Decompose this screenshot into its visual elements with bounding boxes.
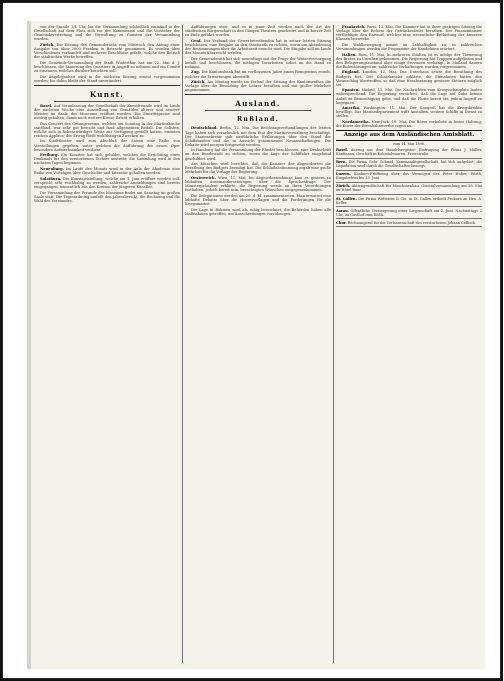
ads-subtitle: vom 14. Mai 1898.: [392, 142, 426, 147]
article-text: Wien, 11. Mai. Im Abgeordnetenhause kam es gestern zu lebhaften Auseinandersetzungen über die Sprachenfrage. Der Ministerpräsident erklärte, die Regierung werde an ihren Verordnungen festhalten, jedoch bereit sein, berechtigten Wünschen entgegenzukommen.: [185, 175, 331, 193]
article-lead: Italien.: [342, 52, 357, 57]
article-lead: Spanien.: [342, 88, 360, 93]
ad-separator: [336, 206, 482, 207]
article-lead: Basel.: [40, 103, 53, 108]
article-paragraph: [34, 191, 180, 203]
article-lead: Zürich.: [40, 42, 55, 47]
article-paragraph: [336, 53, 482, 69]
article-text: London, 12. Mai. Das Unterhaus setzte die Berathung des Budgets fort. Der Schatzkanzler erklärte, die Einnahmen hätten den Voranschlag übertroffen, so daß eine Herabsetzung gewisser Steuern möglich sei.: [336, 70, 482, 87]
scanned-newspaper-page: [3, 3, 500, 678]
article-text: Rom, 11. Mai. In mehreren Städten ist es infolge der Theuerung des Brotes zu Unruhen gekommen. Die Regierung hat Truppen aufgeboten und den Belagerungszustand über einige Provinzen verhängt. In Mailand dauern die Ruhestörungen an; zahlreiche Verhaftungen wurden vorgenommen.: [336, 52, 482, 69]
article-paragraph: [336, 25, 482, 41]
section-rule: [205, 110, 311, 111]
article-paragraph: [34, 75, 180, 83]
article-paragraph: [34, 104, 180, 120]
article-text: von der Stunde 1/4 Uhr, bis die Versammlung schließlich einmünd in der Gesellschaft auf dem Platz sich vor der Kommission und die Vorsteher der Gemeindevertretung und die Verwaltung zu Gunsten der Versammlung wurden.: [34, 25, 180, 42]
column-rule: [333, 25, 334, 663]
article-text: Das Concert des Gesangvereins, welches am Sonntag in der Martinskirche stattfand, war sehr gut besucht und fand allgemeinen Beifall. Die Solisten, welche sich in liebenswürdiger Weise zur Verfügung gestellt hatten, ernteten reichen Applaus; der Ertrag fließt wohlthätigen Zwecken zu.: [34, 121, 180, 138]
ad-place: Luzern.: [336, 172, 351, 177]
ad-place: Aarau.: [336, 208, 349, 213]
article-text: Aus München wird berichtet, daß die Kammer der Abgeordneten die Berathung des Budgets beendigt hat. Die Schlußabstimmung ergab eine große Mehrheit für die Vorlage der Regierung.: [185, 162, 331, 175]
column-3: [336, 25, 482, 665]
article-text: Ein Komitee hat sich gebildet, welches die Errichtung eines Denkmals für den verstorbenen Dichter anstrebt; die Sammlung wird in den nächsten Tagen beginnen.: [34, 153, 180, 166]
article-lead: Freiburg.: [40, 153, 59, 158]
article-lead: Nordamerika.: [342, 119, 370, 124]
article-lead: Neuenburg.: [40, 167, 64, 172]
article-paragraph: [185, 39, 331, 55]
article-paragraph: [34, 167, 180, 175]
article-paragraph: [34, 177, 180, 189]
section-rule: [34, 85, 180, 86]
section-header: Kunst.: [89, 89, 125, 99]
section-header: Ausland.: [235, 99, 281, 109]
ad-separator: [336, 182, 482, 183]
article-lead: Genf.: [191, 38, 202, 43]
article-lead: Zug.: [191, 70, 201, 75]
article-paragraph: [185, 57, 331, 69]
ad-entry: [336, 221, 482, 225]
ad-text: Rechnungsruf für die Verlassenschaft des verstorbenen Johann Caflisch.: [347, 220, 477, 225]
ad-place: St. Gallen.: [336, 196, 357, 201]
article-paragraph: [185, 194, 331, 206]
ad-text: Konkurs-Eröffnung über das Vermögen des Peter Huber, Wirth; Eingabefrist bis 15. Juni.: [336, 172, 482, 181]
article-paragraph: [336, 106, 482, 118]
ad-entry: [336, 148, 482, 156]
article-paragraph: [185, 126, 331, 146]
article-text: Die Kantonsbank hat im verflossenen Jahre einen Reingewinn erzielt, welcher die Erwartungen übertrifft.: [185, 70, 331, 79]
article-paragraph: [185, 70, 331, 78]
ad-text: Die Firma Gebr. Schmid, Kommanditgesellschaft, hat sich aufgelöst; die Liquidation wird durch die Gesellschafter besorgt.: [336, 160, 482, 169]
article-paragraph: [34, 43, 180, 59]
ad-text: Auszug aus dem Handelsregister: Eintragung der Firma J. Müller, Kaufmann, Geschäft in Kolonialwaaren, Freiestraße.: [336, 148, 482, 157]
ad-text: Aktiengesellschaft für Maschinenbau: Generalversammlung am 28. Mai im Hôtel Baur.: [336, 184, 482, 193]
article-text: Die Gemeinde-Versammlung der Stadt Winterthur hat am 22. Mai d. J. beschlossen, die Sanierung des Quartiers in Angriff zu nehmen und ein Comité zu ernennen, welches darüber berichten soll.: [34, 60, 180, 73]
article-text: Die Lage in Böhmen wird als ruhig bezeichnet; die Behörden haben alle Maßnahmen getroffen, um Ausschreitungen vorzubeugen.: [185, 207, 331, 216]
article-paragraph: [336, 120, 482, 128]
subsection-header: Rußland.: [236, 116, 280, 124]
ad-entry: [336, 160, 482, 168]
article-paragraph: [34, 61, 180, 73]
binding-edge: [27, 21, 31, 669]
article-text: Aufführungen statt; und es in jener Zeit werden nach der Art der städtischen Bürgerschaft in den Gängen Theaters gearbeitet und in kurzer Zeit zu Ende geführt worden.: [185, 25, 331, 38]
article-text: Die Wahlbewegung nimmt an Lebhaftigkeit zu; in zahlreichen Versammlungen werden die Programme der Kandidaten erörtert.: [336, 42, 482, 51]
ad-text: Die Firma Wettstein & Cie. in St. Gallen ertheilt Prokura an Hrn. A. Keller.: [336, 196, 482, 205]
ad-place: Chur.: [336, 220, 347, 225]
ad-entry: [336, 197, 482, 205]
ad-entry: [336, 209, 482, 217]
ad-separator: [336, 194, 482, 195]
article-lead: Oesterreich.: [191, 175, 216, 180]
ad-entry: [336, 172, 482, 180]
column-2: [185, 25, 331, 665]
article-paragraph: [336, 43, 482, 51]
article-text: Im Stadttheater wird zum Abschluß der Saison eine Reihe von Vorstellungen gegeben, unter welchen die Aufführung der neuen Oper besondere Aufmerksamkeit verdient.: [34, 139, 180, 152]
ad-separator: [336, 226, 482, 227]
article-lead: Zürich.: [191, 80, 206, 85]
article-text: New-York, 10. Mai. Die Börse verkehrte in fester Haltung; die Kurse der Eisenbahnwerthe zogen an.: [336, 119, 482, 129]
article-paragraph: [336, 88, 482, 104]
article-paragraph: [185, 80, 331, 92]
article-text: Am Montag wurde im Verlauf der Sitzung des Kantonsrathes die Vorlage über die Besoldung der Lehrer berathen und mit großer Mehrheit angenommen.: [185, 80, 331, 93]
column-rule: [182, 25, 183, 663]
article-paragraph: [185, 148, 331, 160]
ad-place: Basel.: [336, 148, 348, 153]
article-text: Im Laufe des Monats wird in der Aula der Akademie eine Reihe von Vorträgen über Geschichte und Literatur gehalten werden.: [34, 167, 180, 176]
section-rule: [54, 101, 160, 102]
article-text: Die Delegationen werden am 20. d. M. zusammentreten. Man erwartet eine lebhafte Debatte über die Heeresvorlagen und die Forderungen für die Kriegsmarine.: [185, 193, 331, 206]
article-lead: Deutschland.: [191, 126, 218, 131]
section-rule: [185, 94, 331, 95]
article-text: In Hamburg hat die Versammlung der Rheder beschlossen, eine Denkschrift an den Bundesrath zu richten, worin die Lage der Schiffahrt eingehend geschildert wird.: [185, 148, 331, 161]
article-text: Der Verband der Gewerbetreibenden hat in seiner letzten Sitzung beschlossen, eine Eingabe an den Staatsrath zu richten, worin um Abänderung der Bestimmungen über die Arbeitszeit ersucht wird. Die Eingabe soll im Laufe des Monats überreicht werden.: [185, 38, 331, 56]
article-paragraph: [185, 162, 331, 174]
article-text: Die Sitzung des Gemeinderaths vom Mittwoch den Antrag einer Ausgabe von über 2000 Franken in Betracht genommen. Es wurden über Verschiedenes verhandelt und mehrere Beschlüsse gefaßt, welche den Betrieb der städtischen Werke betreffen.: [34, 42, 180, 60]
ad-text: Öffentliche Versteigerung einer Liegenschaft am 2. Juni, Nachmittags 2 Uhr, im Gasthof zum Rößli.: [336, 208, 482, 217]
article-text: Auf Veranlassung der Gesellschaft der Kunstfreunde wird im Laufe der nächsten Woche eine Ausstellung von Gemälden älterer und neuerer Meister im Saale des Museums eröffnet werden. Die Eintrittspreise sind niedrig gehalten, damit auch weitere Kreise Zutritt erhalten.: [34, 103, 180, 120]
article-paragraph: [34, 25, 180, 41]
article-text: Madrid, 11. Mai. Die Nachrichten vom Kriegsschauplatz lauten widersprechend. Die Regierung versichert, daß die Lage auf Cuba keinen Anlaß zu Beunruhigung gebe, und daß die Flotte bereit sei, jedem Angriff zu begegnen.: [336, 88, 482, 105]
newspaper-page: [27, 21, 485, 669]
ad-place: Bern.: [336, 160, 347, 165]
article-paragraph: [185, 25, 331, 37]
article-text: Die Kunstausstellung, welche am 1. Juni eröffnet werden soll, verspricht sehr reichhaltig zu werden; zahlreiche Anmeldungen sind bereits eingegangen, namentlich aus den Kreisen der jüngeren Künstler.: [34, 176, 180, 189]
article-text: Der Gemeinderath hat sich neuerdings mit der Frage der Wasserversorgung befaßt und beschlossen, die nöthigen Vorarbeiten sofort an die Hand zu nehmen.: [185, 56, 331, 69]
ad-separator: [336, 170, 482, 171]
article-paragraph: [336, 70, 482, 86]
article-paragraph: [185, 208, 331, 216]
article-lead: England.: [342, 70, 360, 75]
article-text: Berlin, 12. Mai. Die Reichstagsverhandlungen der letzten Tage haben sich vornehmlich mit dem Etat der Marineverwaltung beschäftigt. Der Staatssekretär gab ausführliche Erklärungen über den Stand der Schiffsbauten und die in Aussicht genommenen Neuanschaffungen. Die Debatte wird morgen fortgesetzt werden.: [185, 126, 331, 147]
article-lead: Amerika.: [342, 106, 361, 111]
article-text: Paris, 12. Mai. Die Kammer hat in ihrer gestrigen Sitzung die Vorlage über die Reform der Getränkesteuer berathen. Der Finanzminister vertheidigte den Entwurf, welcher eine wesentliche Entlastung der ärmeren Klassen bezwecke.: [336, 25, 482, 42]
article-paragraph: [34, 153, 180, 165]
article-text: Die Versammlung der Freunde des Museums findet am Samstag im großen Saale statt. Die Tagesordnung umfaßt den Jahresbericht, die Rechnung und die Wahl des Vorstandes.: [34, 190, 180, 203]
column-1: [34, 25, 180, 665]
ads-title: Anzeige aus dem Ausländischen Amtsblatt.: [336, 130, 482, 141]
article-paragraph: [185, 176, 331, 192]
ad-place: Zürich.: [336, 184, 351, 189]
article-text: Die Angelegenheit wird in der nächsten Sitzung erneut vorgenommen werden; bis dahin bleibt der Stand unverändert.: [34, 74, 180, 83]
article-paragraph: [34, 122, 180, 138]
article-paragraph: [34, 139, 180, 151]
ad-separator: [336, 158, 482, 159]
article-lead: Frankreich.: [342, 25, 366, 29]
article-text: Washington, 11. Mai. Der Kongreß hat die Kriegskredite bewilligt. Das Marinedepartement trifft Anstalten, weitere Schiffe in Dienst zu stellen.: [336, 106, 482, 119]
ad-separator: [336, 218, 482, 219]
article-lead: Solothurn.: [40, 176, 62, 181]
ad-entry: [336, 184, 482, 192]
